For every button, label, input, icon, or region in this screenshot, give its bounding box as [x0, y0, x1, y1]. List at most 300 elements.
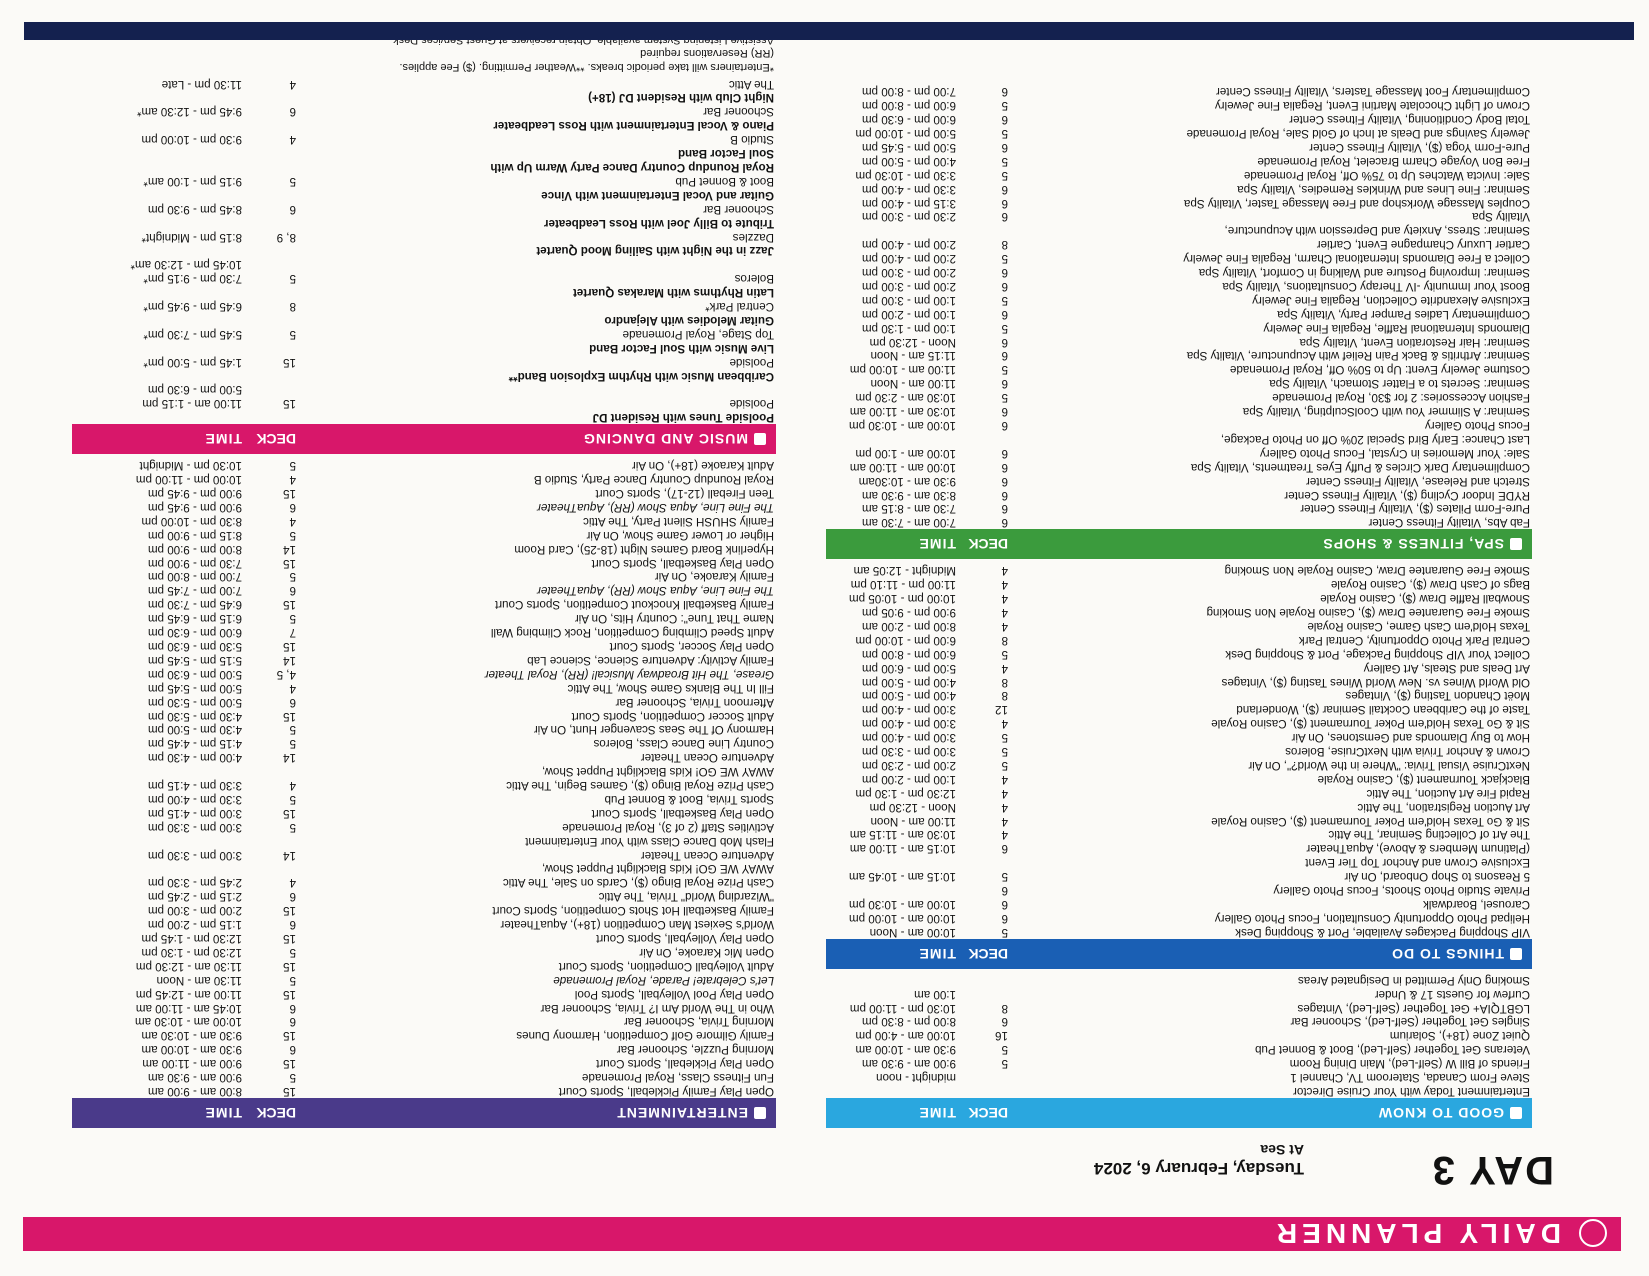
- event-deck: 4: [289, 681, 296, 695]
- event-row: [72, 973, 776, 987]
- event-row: [826, 196, 1532, 210]
- event-name: Collect Your VIP Shopping Package, Port & Shopping Desk: [1225, 647, 1530, 661]
- event-row: [72, 355, 776, 369]
- event-name: Seminar: Hair Restoration Event, Vitality Spa: [1299, 335, 1530, 349]
- event-row: [72, 570, 776, 584]
- event-name: Private Studio Photo Shoots, Focus Photo Gallery: [1273, 884, 1530, 898]
- event-row: [826, 223, 1532, 237]
- event-name: Poolside: [729, 355, 774, 369]
- day-location: At Sea: [1260, 1142, 1304, 1158]
- event-row: [826, 279, 1532, 293]
- event-name: Open Play Basketball, Sports Court: [591, 806, 774, 820]
- event-name: Adult Volleyball Competition, Sports Court: [558, 959, 774, 973]
- event-row: [826, 973, 1532, 987]
- time-header: TIME: [918, 945, 956, 962]
- event-time: 8:00 pm - 8:30 pm: [861, 1015, 956, 1029]
- event-time: 3:00 pm - 4:00 pm: [861, 703, 956, 717]
- event-row: [826, 647, 1532, 661]
- section-title-text: SPA, FITNESS & SHOPS: [1322, 536, 1504, 553]
- event-time: 9:30 am - 10:30am: [858, 474, 956, 488]
- section-title: [1008, 536, 1532, 552]
- event-name: Stretch and Release, Vitality Fitness Center: [1305, 474, 1530, 488]
- event-time: 7:00 am - 7:30 am: [861, 516, 956, 530]
- event-deck: 6: [289, 500, 296, 514]
- event-deck: 6: [1001, 488, 1008, 502]
- event-deck: 5: [1001, 293, 1008, 307]
- event-deck: 14: [283, 751, 296, 765]
- event-deck: [242, 764, 296, 778]
- event-name: Latin Rhythms with Marakas Quartet: [573, 286, 774, 300]
- deck-header: DECK: [968, 945, 1008, 962]
- footnote: (RR) Reservations required: [640, 47, 774, 60]
- section-header: [826, 529, 1532, 559]
- event-name: Seminar: Fine Lines and Wrinkles Remedies, Vitality Spa: [1237, 182, 1530, 196]
- event-deck: 4: [1001, 786, 1008, 800]
- event-row: [826, 661, 1532, 675]
- event-deck: [242, 244, 296, 258]
- event-time: 10:15 am - 11:00 am: [849, 842, 956, 856]
- event-time: 11:00 am - 1:15 pm: [142, 397, 242, 411]
- event-deck: 6: [1001, 474, 1008, 488]
- event-name: Sale: Invicta Watches Up to 75% Off, Royal Promenade: [1243, 168, 1530, 182]
- event-name: Activities Staff (2 of 3), Royal Promenade: [562, 820, 774, 834]
- mask-icon: [754, 1107, 766, 1119]
- event-row: [72, 903, 776, 917]
- event-time: 11:00 am - 12:45 pm: [135, 987, 242, 1001]
- event-time: 2:00 pm - 2:30 pm: [861, 758, 956, 772]
- event-row: [826, 911, 1532, 925]
- event-name: Collect a Free Diamonds International Charm, Regalia Fine Jewelry: [1183, 252, 1530, 266]
- event-row: [72, 848, 776, 862]
- event-row: [72, 202, 776, 216]
- event-row: [72, 583, 776, 597]
- section-title-text: MUSIC AND DANCING: [582, 431, 748, 448]
- event-name: Jewelry Savings and Deals at Inch of Gold Sale, Royal Promenade: [1186, 127, 1530, 140]
- event-time: 10:00 am - 11:00 am: [849, 460, 956, 474]
- event-row: [826, 265, 1532, 279]
- event-row: [826, 446, 1532, 460]
- event-row: [826, 987, 1532, 1001]
- event-deck: 4: [1001, 619, 1008, 633]
- event-row: [826, 293, 1532, 307]
- event-name: Friends of Bill W (Self-Led), Main Dining Room: [1289, 1057, 1530, 1071]
- event-name: Studio B: [730, 133, 774, 147]
- event-deck: 5: [1001, 321, 1008, 335]
- event-deck: 15: [283, 709, 296, 723]
- event-time: 10:00 pm - 10:05 pm: [849, 592, 956, 606]
- event-time: 7:00 pm - 8:00 pm: [861, 85, 956, 99]
- event-time: 5:00 pm - 10:00 pm: [855, 127, 956, 140]
- event-row: [826, 321, 1532, 335]
- event-name: VIP Shopping Packages Available, Port & Shopping Desk: [1235, 925, 1530, 939]
- event-name: LGBTQIA+ Get Together (Self-Led), Vintages: [1297, 1001, 1530, 1015]
- event-row: [826, 828, 1532, 842]
- event-row: [826, 577, 1532, 591]
- event-time: [72, 341, 242, 355]
- event-row: [72, 313, 776, 327]
- event-deck: [242, 160, 296, 174]
- event-deck: 4, 5: [276, 667, 296, 681]
- event-time: 6:00 pm - 6:30 pm: [861, 113, 956, 127]
- event-row: [826, 1056, 1532, 1070]
- event-time: 3:30 pm - 4:00 pm: [147, 792, 242, 806]
- event-row: [72, 1042, 776, 1056]
- event-time: 3:30 pm - 10:30 pm: [855, 168, 956, 182]
- event-name: Central Park*: [705, 300, 774, 314]
- event-time: 5:00 pm - 5:45 pm: [147, 681, 242, 695]
- event-deck: 6: [1001, 113, 1008, 127]
- event-name: Sale: Your Memories in Crystal, Focus Photo Gallery: [1260, 446, 1530, 460]
- event-deck: 14: [283, 653, 296, 667]
- event-row: [826, 418, 1532, 432]
- event-name: Crown & Anchor Trivia with NextCruise, Boleros: [1285, 745, 1530, 759]
- event-deck: [242, 341, 296, 355]
- event-row: [72, 889, 776, 903]
- event-time: 9:00 am - 9:30 am: [861, 1057, 956, 1071]
- event-deck: 8: [1001, 633, 1008, 647]
- event-row: [826, 619, 1532, 633]
- event-row: [826, 154, 1532, 168]
- event-time: 6:00 pm - 8:00 pm: [861, 99, 956, 113]
- time-header: TIME: [204, 431, 242, 448]
- event-time: 10:30 pm - 11:00 pm: [849, 1001, 956, 1015]
- event-row: [826, 772, 1532, 786]
- spa-fitness-shops-section: [826, 84, 1532, 559]
- event-time: 1:15 pm - 2:00 pm: [147, 918, 242, 932]
- event-name: Seminar: Stress, Anxiety and Depression with Acupuncture,: [1224, 224, 1530, 238]
- event-row: [826, 112, 1532, 126]
- event-row: [72, 230, 776, 244]
- event-row: [826, 883, 1532, 897]
- event-name: Crown of Light Chocolate Martini Event, Regalia Fine Jewelry: [1214, 99, 1530, 113]
- event-deck: [242, 834, 296, 848]
- event-name: Texas Hold'em Cash Game, Casino Royale: [1307, 619, 1530, 633]
- things-to-do-section: [826, 563, 1532, 968]
- event-time: 2:30 pm - 3:00 pm: [861, 210, 956, 224]
- event-row: [72, 945, 776, 959]
- event-name: The Attic: [728, 77, 774, 91]
- event-name: Snowball Raffle Draw ($), Casino Royale: [1320, 592, 1530, 606]
- event-deck: [242, 216, 296, 230]
- event-time: 2:00 pm - 4:00 pm: [861, 238, 956, 252]
- event-time: [72, 313, 242, 327]
- event-row: [72, 244, 776, 258]
- event-row: [826, 855, 1532, 869]
- event-deck: 15: [283, 1057, 296, 1071]
- event-deck: 15: [283, 987, 296, 1001]
- event-deck: 6: [1001, 446, 1008, 460]
- event-row: [72, 917, 776, 931]
- event-name: Adult Karaoke (18+), On Air: [631, 459, 774, 473]
- event-row: [826, 633, 1532, 647]
- event-time: 11:00 am - Noon: [870, 377, 956, 391]
- event-name: Guitar and Vocal Entertainment with Vince: [541, 188, 774, 202]
- footer-bar: [24, 22, 1634, 40]
- event-time: 8:15 pm - Midnight*: [141, 230, 242, 244]
- event-name: Old World Wines vs. New World Wines Tasting ($), Vintages: [1221, 675, 1530, 689]
- event-row: [826, 744, 1532, 758]
- right-column: [72, 32, 776, 1128]
- event-name: Top Stage, Royal Promenade: [622, 327, 774, 341]
- event-time: 9:45 pm - 12:30 am*: [136, 105, 242, 119]
- event-time: 2:45 pm - 3:30 pm: [147, 876, 242, 890]
- event-name: World's Sexiest Man Competition (18+), AquaTheater: [500, 918, 774, 932]
- event-name: Family Karaoke, On Air: [654, 570, 774, 584]
- event-row: [72, 91, 776, 105]
- section-header: [72, 1098, 776, 1128]
- event-deck: 5: [289, 973, 296, 987]
- event-time: [72, 764, 242, 778]
- event-time: 2:15 pm - 2:45 pm: [147, 890, 242, 904]
- event-time: 4:00 pm - 5:00 pm: [861, 675, 956, 689]
- event-time: 4:30 pm - 5:30 pm: [147, 709, 242, 723]
- event-name: The Fine Line, Aqua Show (RR), AquaTheater: [537, 584, 774, 598]
- event-deck: 5: [1001, 168, 1008, 182]
- event-row: [72, 458, 776, 472]
- event-deck: 6: [1001, 842, 1008, 856]
- event-deck: 6: [1001, 884, 1008, 898]
- event-name: NextCruise Visual Trivia: "Where in the World?", On Air: [1248, 758, 1530, 772]
- event-name: Piano & Vocal Entertainment with Ross Leadbeater: [493, 119, 774, 133]
- event-name: Art Deals and Steals, Art Gallery: [1363, 661, 1530, 675]
- event-deck: [242, 383, 296, 397]
- event-name: Smoking Only Permitted in Designated Areas: [1298, 973, 1530, 987]
- event-deck: 4: [289, 473, 296, 487]
- footnote: *Entertainers will take periodic breaks. **Weather Permitting. ($) Fee applies.: [399, 60, 774, 73]
- event-name: Cartier Luxury Champagne Event, Cartier: [1316, 238, 1530, 252]
- event-deck: [242, 410, 296, 424]
- event-time: 6:45 pm - 7:30 pm: [147, 598, 242, 612]
- event-row: [72, 472, 776, 486]
- event-row: [72, 146, 776, 160]
- event-row: [826, 1042, 1532, 1056]
- event-deck: 5: [1001, 154, 1008, 168]
- event-name: Fun Fitness Class, Royal Promenade: [581, 1071, 774, 1085]
- event-name: Steve From Canada, Stateroom TV, Channel 1: [1290, 1071, 1530, 1085]
- event-name: Open Play Pool Volleyball, Sports Pool: [574, 987, 774, 1001]
- event-row: [826, 1015, 1532, 1029]
- event-deck: 5: [289, 459, 296, 473]
- event-time: 11:00 pm - 11:10 pm: [850, 578, 956, 592]
- event-name: Curfew for Guests 17 & Under: [1374, 987, 1530, 1001]
- event-time: 7:30 pm - 9:00 pm: [147, 556, 242, 570]
- event-name: The Fine Line, Aqua Show (RR), AquaTheater: [537, 500, 774, 514]
- event-deck: 4: [289, 514, 296, 528]
- event-row: [826, 786, 1532, 800]
- event-deck: 5: [1001, 647, 1008, 661]
- event-name: Helipad Photo Opportunity Consultation, Focus Photo Gallery: [1214, 911, 1530, 925]
- event-time: 2:00 pm - 3:00 pm: [147, 904, 242, 918]
- event-row: [72, 653, 776, 667]
- event-time: 9:30 pm - 10:00 pm: [141, 133, 242, 147]
- event-time: 3:30 pm - 4:00 pm: [861, 182, 956, 196]
- event-row: [72, 327, 776, 341]
- event-name: Seminar: Secrets to a Flatter Stomach, Vitality Spa: [1269, 377, 1530, 391]
- event-deck: 6: [1001, 1015, 1008, 1029]
- event-time: [72, 285, 242, 299]
- event-time: 10:45 am - 11:00 am: [135, 1001, 242, 1015]
- event-deck: [956, 987, 1008, 1001]
- event-deck: 16: [995, 1029, 1008, 1043]
- event-row: [826, 675, 1532, 689]
- event-time: [826, 973, 956, 987]
- left-column: [826, 84, 1532, 1128]
- event-name: Higher or Lower Game Show, On Air: [586, 528, 774, 542]
- event-name: Teen Fireball (12-17), Sports Court: [595, 487, 774, 501]
- event-deck: [956, 973, 1008, 987]
- event-row: [826, 591, 1532, 605]
- event-name: Blackjack Tournament ($), Casino Royale: [1317, 772, 1530, 786]
- event-name: Complimentary Dark Circles & Puffy Eyes Treatments, Vitality Spa: [1190, 460, 1530, 474]
- event-deck: [242, 369, 296, 383]
- event-row: [826, 210, 1532, 224]
- event-name: Who in The World Am I? Trivia, Schooner Bar: [540, 1001, 774, 1015]
- royal-caribbean-logo-icon: [1579, 1219, 1607, 1247]
- event-deck: 5: [289, 723, 296, 737]
- event-time: 5:00 pm - 5:45 pm: [861, 140, 956, 154]
- event-time: 8:15 pm - 9:00 pm: [147, 528, 242, 542]
- event-deck: 4: [1001, 592, 1008, 606]
- event-name: Let's Celebrate! Parade, Royal Promenade: [553, 973, 774, 987]
- event-row: [826, 563, 1532, 577]
- event-deck: 15: [283, 355, 296, 369]
- event-deck: 4: [1001, 578, 1008, 592]
- event-row: [826, 869, 1532, 883]
- event-deck: 8: [1001, 675, 1008, 689]
- event-name: Flash Mob Dance Class with Your Entertainment: [525, 834, 774, 848]
- event-time: 3:00 pm - 3:30 pm: [861, 745, 956, 759]
- event-time: 10:00 am - Noon: [869, 925, 956, 939]
- event-row: [826, 168, 1532, 182]
- event-row: [72, 285, 776, 299]
- event-row: [72, 611, 776, 625]
- event-time: 9:30 am - 10:00 am: [855, 1043, 956, 1057]
- event-row: [826, 182, 1532, 196]
- event-deck: 15: [283, 904, 296, 918]
- event-deck: 5: [1001, 391, 1008, 405]
- event-time: 12:30 pm - 1:45 pm: [141, 932, 242, 946]
- event-name: Schooner Bar: [703, 105, 774, 119]
- section-title: [1008, 946, 1532, 962]
- event-name: Afternoon Trivia, Schooner Bar: [615, 695, 774, 709]
- event-name: AWAY WE GO! Kids Blacklight Puppet Show,: [542, 765, 774, 779]
- event-deck: [956, 1070, 1008, 1084]
- event-time: 1:00 pm - 1:30 pm: [861, 321, 956, 335]
- event-name: Family Basketball Knockout Competition, Sports Court: [494, 598, 774, 612]
- event-time: [72, 410, 242, 424]
- event-name: Veterans Get Together (Self-Led), Boot & Bonnet Pub: [1255, 1043, 1530, 1057]
- event-name: Jazz in the Night with Sailing Mood Quartet: [536, 244, 774, 258]
- event-time: 10:00 am - 10:30 am: [135, 1015, 242, 1029]
- event-name: Central Park Photo Opportunity, Central Park: [1298, 633, 1530, 647]
- event-row: [72, 174, 776, 188]
- planner-title: DAILY PLANNER: [1271, 1218, 1561, 1249]
- event-deck: [242, 188, 296, 202]
- event-time: [72, 118, 242, 132]
- event-deck: 6: [1001, 460, 1008, 474]
- event-time: Noon - 12:30 pm: [869, 335, 956, 349]
- section-title-text: ENTERTAINMENT: [616, 1105, 748, 1121]
- event-row: [826, 800, 1532, 814]
- event-name: Name That Tune": Country Hits, On Air: [574, 612, 774, 626]
- event-time: [826, 1084, 956, 1098]
- event-time: 8:00 am - 9:00 am: [147, 1085, 242, 1098]
- star-icon: [1510, 948, 1522, 960]
- event-deck: 12: [995, 703, 1008, 717]
- event-name: Complimentary Foot Massage Tasters, Vitality Fitness Center: [1215, 85, 1530, 99]
- event-name: Pure-Form Pilates ($), Vitality Fitness Center: [1300, 502, 1530, 516]
- event-deck: 15: [283, 1085, 296, 1098]
- time-header: TIME: [204, 1105, 242, 1121]
- event-name: Adult Speed Climbing Competition, Rock Climbing Wall: [490, 626, 774, 640]
- event-time: 5:00 pm - 6:30 pm: [147, 383, 242, 397]
- event-name: Sit & Go Texas Hold'em Poker Tournament ($), Casino Royale: [1211, 717, 1530, 731]
- event-name: Fashion Accessories: 2 for $30, Royal Promenade: [1272, 391, 1530, 405]
- event-deck: [242, 118, 296, 132]
- event-row: [72, 792, 776, 806]
- event-deck: 6: [1001, 349, 1008, 363]
- event-deck: 6: [289, 584, 296, 598]
- event-name: RYDE Indoor Cycling ($), Vitality Fitness Center: [1284, 488, 1530, 502]
- event-name: Family Activity: Adventure Science, Science Lab: [527, 653, 774, 667]
- info-icon: [1510, 1107, 1522, 1119]
- event-row: [826, 814, 1532, 828]
- event-deck: 6: [1001, 140, 1008, 154]
- event-row: [72, 695, 776, 709]
- event-name: Singles Get Together (Self-Led), Schooner Bar: [1290, 1015, 1530, 1029]
- event-name: Open Play Soccer, Sports Court: [609, 640, 774, 653]
- event-time: Midnight - 12:05 am: [853, 564, 956, 578]
- time-header: TIME: [918, 1105, 956, 1121]
- event-deck: 6: [1001, 182, 1008, 196]
- event-deck: 6: [289, 202, 296, 216]
- event-time: [72, 862, 242, 876]
- event-name: Schooner Bar: [703, 202, 774, 216]
- music-and-dancing-section: [72, 77, 776, 455]
- event-name: Total Body Conditioning, Vitality Fitness Center: [1289, 113, 1530, 127]
- event-deck: 5: [1001, 99, 1008, 113]
- event-deck: 5: [289, 792, 296, 806]
- event-deck: 8, 9: [276, 230, 296, 244]
- event-name: Open Play Pickleball, Sports Court: [596, 1057, 774, 1071]
- event-row: [72, 77, 776, 91]
- event-time: 8:00 pm - 9:00 pm: [147, 542, 242, 556]
- event-name: Quiet Zone (18+), Solarium: [1389, 1029, 1530, 1043]
- event-name: Moët Chandon Tasting ($), Vintages: [1345, 689, 1530, 703]
- event-time: 2:00 pm - 3:00 pm: [861, 279, 956, 293]
- event-time: 1:00 pm - 3:00 pm: [861, 293, 956, 307]
- event-name: Adventure Ocean Theater: [640, 751, 774, 765]
- event-time: [72, 91, 242, 105]
- event-name: Harmony Of The Seas Scavenger Hunt, On Air: [533, 723, 774, 737]
- event-deck: 6: [1001, 502, 1008, 516]
- event-time: [72, 216, 242, 230]
- event-name: Family Gilmore Golf Competition, Harmony Dunes: [516, 1029, 774, 1043]
- event-name: Family SHUSH Silent Party, The Attic: [583, 514, 774, 528]
- event-row: [72, 834, 776, 848]
- event-deck: 6: [1001, 210, 1008, 224]
- event-row: [826, 307, 1532, 321]
- event-deck: 8: [1001, 689, 1008, 703]
- event-deck: 4: [1001, 828, 1008, 842]
- event-row: [72, 216, 776, 230]
- event-name: Fill In The Blanks Game Show, The Attic: [567, 681, 774, 695]
- event-deck: [242, 313, 296, 327]
- event-time: 1:00 pm - 2:00 pm: [861, 307, 956, 321]
- deck-header: DECK: [256, 1105, 296, 1121]
- event-time: 10:00 am - 10:30 pm: [849, 898, 956, 912]
- event-deck: 5: [1001, 731, 1008, 745]
